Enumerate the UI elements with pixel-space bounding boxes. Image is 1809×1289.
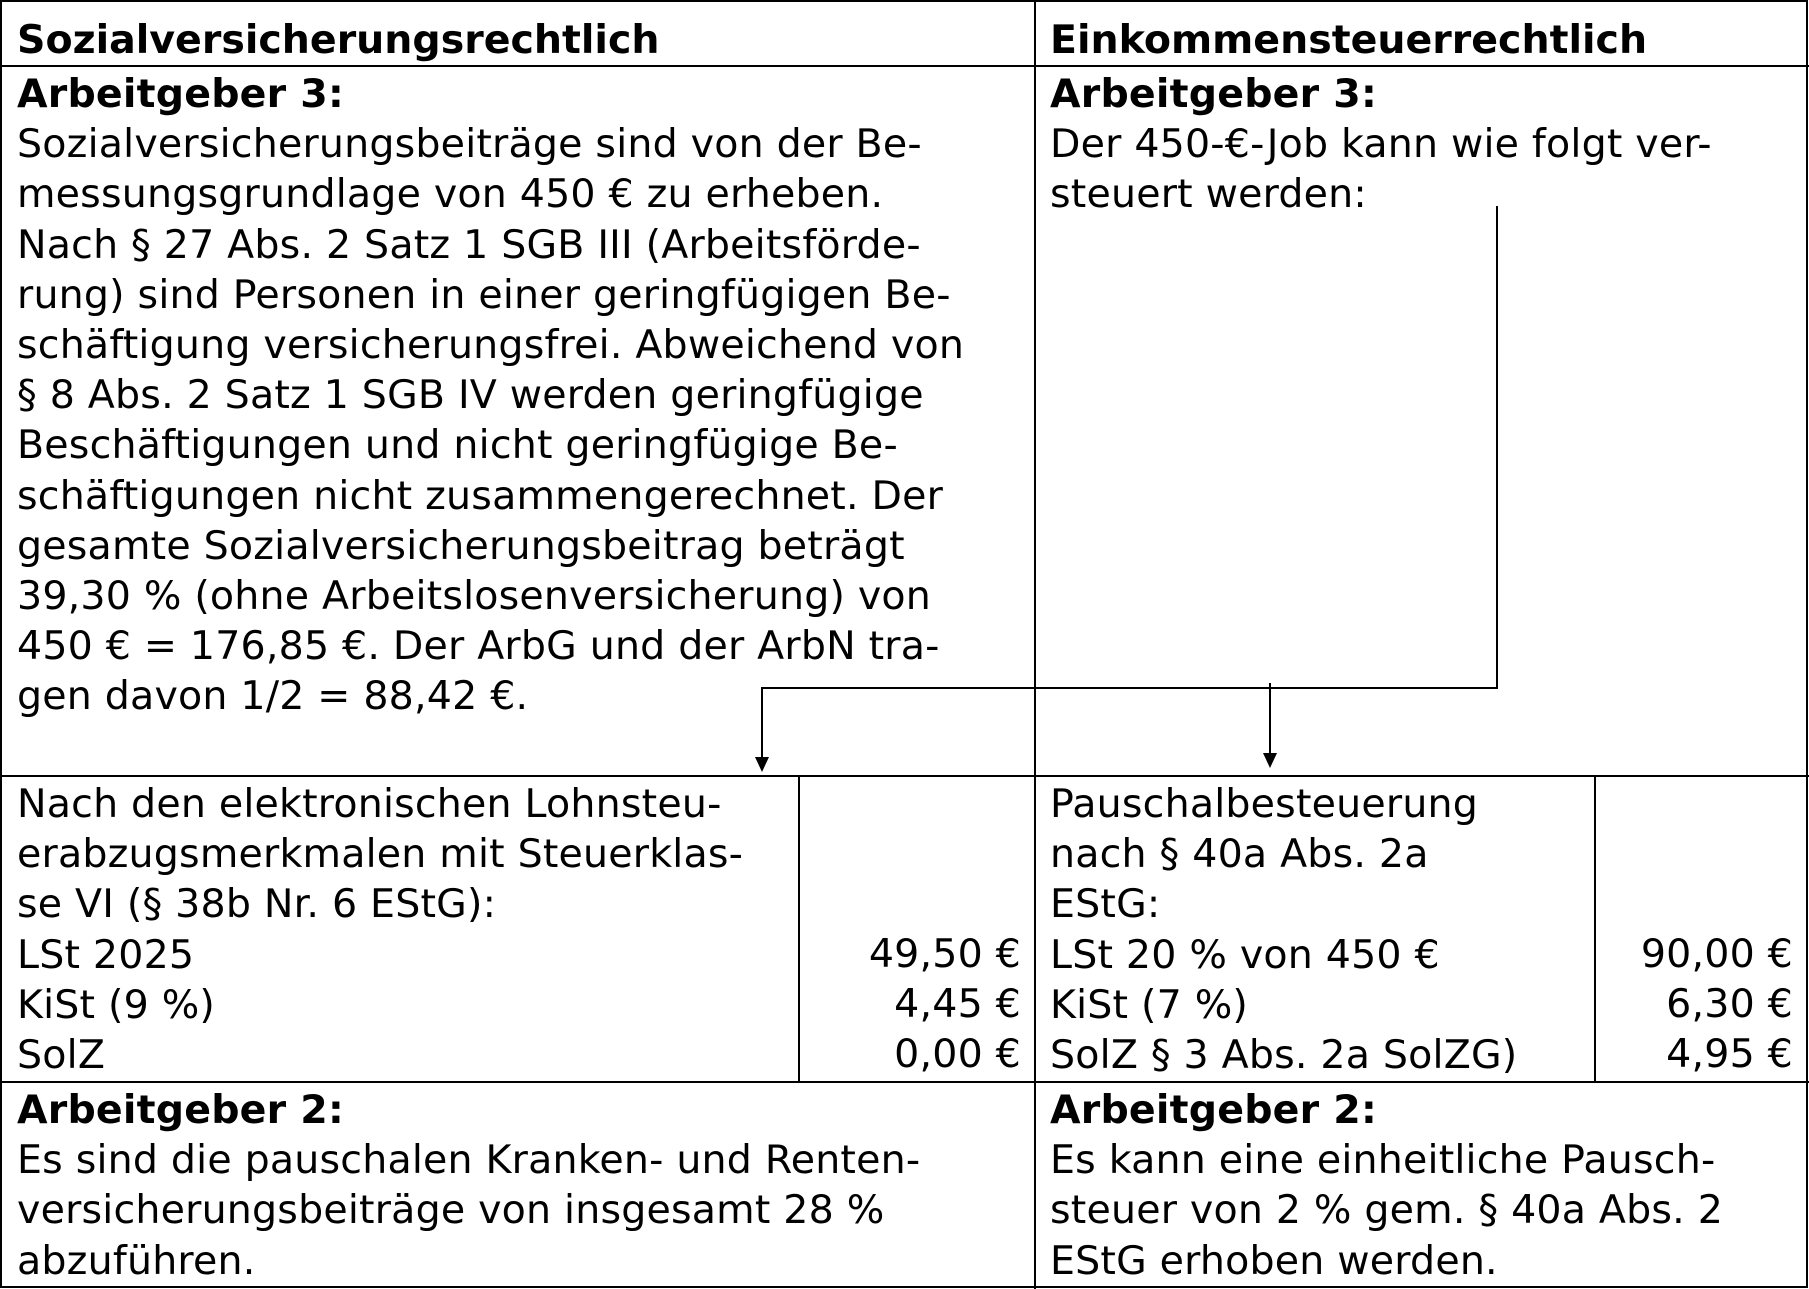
text-line: messungsgrundlage von 450 € zu erheben. [17,171,884,218]
text-line: Es kann eine einheitliche Pausch- [1050,1137,1716,1184]
text-line: nach § 40a Abs. 2a [1050,831,1429,878]
text-line: Der 450-€-Job kann wie folgt ver- [1050,121,1712,168]
item-label: SolZ [17,1032,106,1079]
text-line: schäftigung versicherungsfrei. Abweichend von [17,322,965,369]
employer2-tax-section [1050,1085,1723,1286]
item-amount: 0,00 € [894,1031,1021,1078]
text-line: steuer von 2 % gem. § 40a Abs. 2 [1050,1187,1724,1234]
employer3-tax-section [1050,69,1712,220]
employer3-social-section [17,69,964,722]
text-line: gen davon 1/2 = 88,42 €. [17,673,529,720]
item-label: LSt 20 % von 450 € [1050,931,1440,978]
text-line: Sozialversicherungsbeiträge sind von der Be- [17,121,922,168]
text-line: schäftigungen nicht zusammengerechnet. Der [17,472,944,519]
text-line: Es sind die pauschalen Kranken- und Renten- [17,1137,921,1184]
item-amount: 6,30 € [1666,981,1793,1028]
text-line: § 8 Abs. 2 Satz 1 SGB IV werden geringfügige [17,372,924,419]
item-amount: 4,95 € [1666,1031,1793,1078]
item-label: SolZ § 3 Abs. 2a SolZG) [1050,1032,1518,1079]
item-label: LSt 2025 [17,931,195,978]
pauschal-amounts [1595,929,1793,1080]
arrowhead-right [1263,753,1277,768]
item-amount: 4,45 € [894,981,1021,1028]
lohnsteuer-option [17,779,743,1080]
text-line: EStG: [1050,881,1161,928]
text-line: erabzugsmerkmalen mit Steuerklas- [17,831,744,878]
text-line: steuert werden: [1050,171,1367,218]
text-line: versicherungsbeiträge von insgesamt 28 % [17,1187,885,1234]
header-social-insurance: Sozialversicherungsrechtlich [17,17,660,63]
item-label: KiSt (9 %) [17,981,216,1028]
text-line: Nach § 27 Abs. 2 Satz 1 SGB III (Arbeitsförde- [17,221,921,268]
text-line: 450 € = 176,85 €. Der ArbG und der ArbN tra- [17,623,940,670]
text-line: EStG erhoben werden. [1050,1237,1498,1284]
employer3-social-title: Arbeitgeber 3: [17,71,344,117]
text-line: 39,30 % (ohne Arbeitslosenversicherung) von [17,573,932,620]
header-income-tax: Einkommensteuerrechtlich [1050,17,1648,63]
text-line: Beschäftigungen und nicht geringfügige Be- [17,422,898,469]
employer2-social-section [17,1085,920,1286]
text-line: gesamte Sozialversicherungsbeitrag beträgt [17,522,905,569]
item-label: KiSt (7 %) [1050,981,1249,1028]
item-amount: 90,00 € [1640,931,1793,977]
lohnsteuer-amounts [799,929,1021,1080]
pauschal-option [1050,779,1517,1080]
employer3-tax-title: Arbeitgeber 3: [1050,71,1377,117]
item-amount: 49,50 € [868,931,1021,977]
text-line: se VI (§ 38b Nr. 6 EStG): [17,881,497,928]
employer2-social-title: Arbeitgeber 2: [17,1087,344,1133]
text-line: Pauschalbesteuerung [1050,781,1479,827]
text-line: rung) sind Personen in einer geringfügigen Be- [17,271,951,318]
employer2-tax-title: Arbeitgeber 2: [1050,1087,1377,1133]
arrowhead-left [755,757,769,772]
text-line: Nach den elektronischen Lohnsteu- [17,781,722,827]
text-line: abzuführen. [17,1237,256,1284]
